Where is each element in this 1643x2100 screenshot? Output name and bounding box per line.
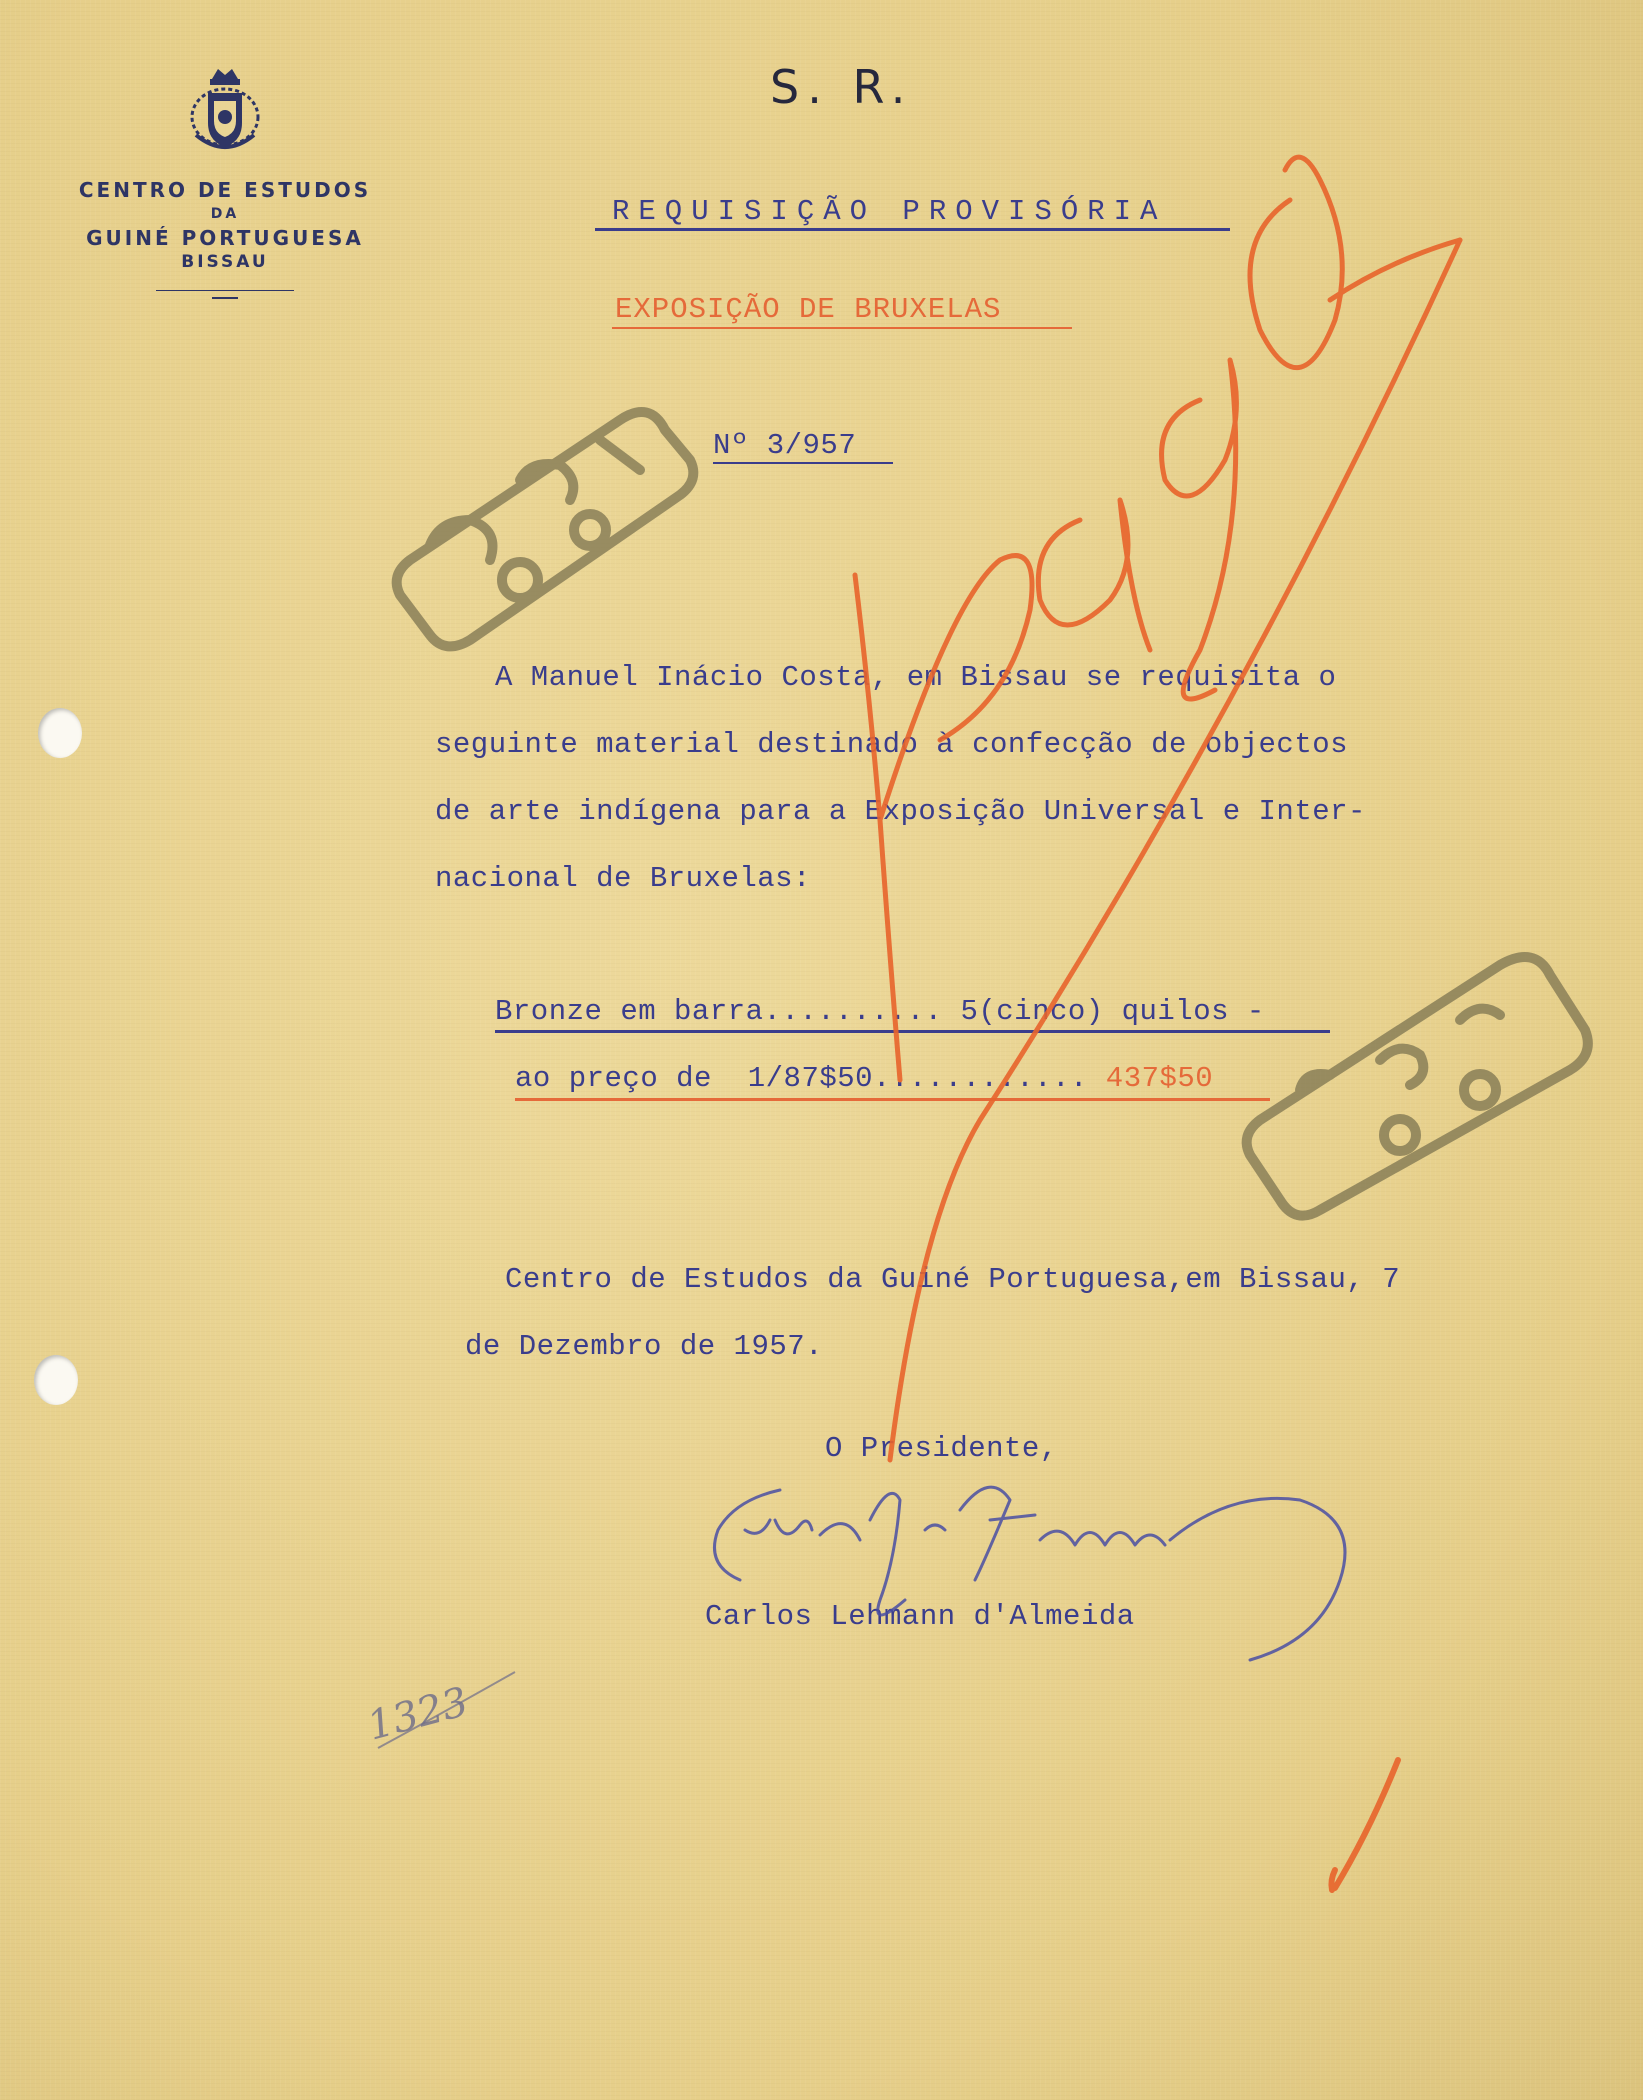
item-line-1: Bronze em barra.......... 5(cinco) quilos -: [495, 995, 1265, 1028]
letterhead-line-1: CENTRO DE ESTUDOS: [78, 178, 372, 202]
handwritten-signature: [714, 1487, 1345, 1660]
document-number: Nº 3/957: [713, 429, 857, 462]
item-total: 437$50: [1105, 1062, 1214, 1095]
binder-hole-bottom: [34, 1355, 78, 1405]
body-line-3: de arte indígena para a Exposição Universal e Inter-: [435, 795, 1366, 828]
ink-stamp-top: [397, 412, 694, 646]
signatory-name: Carlos Lehmann d'Almeida: [705, 1600, 1135, 1633]
document-subtitle: EXPOSIÇÃO DE BRUXELAS: [615, 293, 1002, 326]
closing-line-2: de Dezembro de 1957.: [465, 1330, 824, 1363]
signoff: O Presidente,: [825, 1432, 1058, 1465]
item-price-label: ao preço de 1/87$50............: [515, 1062, 1088, 1095]
item-line-2-underline: [515, 1098, 1270, 1101]
binder-hole-top: [38, 708, 82, 758]
body-line-1: A Manuel Inácio Costa, em Bissau se requisita o: [495, 661, 1337, 694]
letterhead-line-3: GUINÉ PORTUGUESA: [86, 226, 364, 250]
pencil-annotation-1323: [363, 1672, 515, 1750]
number-underline: [713, 462, 893, 464]
document-title: REQUISIÇÃO PROVISÓRIA: [612, 195, 1167, 228]
subtitle-underline: [612, 327, 1072, 329]
letterhead: [55, 65, 395, 299]
red-corner-mark: [1331, 1760, 1398, 1890]
pencil-number: 1323: [362, 1678, 473, 1750]
letterhead-dash: [212, 297, 238, 299]
title-underline: [595, 228, 1230, 231]
item-line-2: [515, 1062, 1213, 1095]
header-mark: S. R.: [770, 60, 914, 114]
letterhead-line-2: DA: [210, 206, 240, 222]
coat-of-arms-icon: [190, 65, 260, 160]
ink-stamp-bottom: [1247, 957, 1588, 1216]
body-line-2: seguinte material destinado à confecção de objectos: [435, 728, 1349, 761]
letterhead-rule: [156, 290, 294, 291]
closing-line-1: Centro de Estudos da Guiné Portuguesa,em Bissau, 7: [505, 1263, 1401, 1296]
body-line-4: nacional de Bruxelas:: [435, 862, 811, 895]
item-line-1-underline: [495, 1030, 1330, 1033]
letterhead-line-4: BISSAU: [181, 252, 269, 272]
